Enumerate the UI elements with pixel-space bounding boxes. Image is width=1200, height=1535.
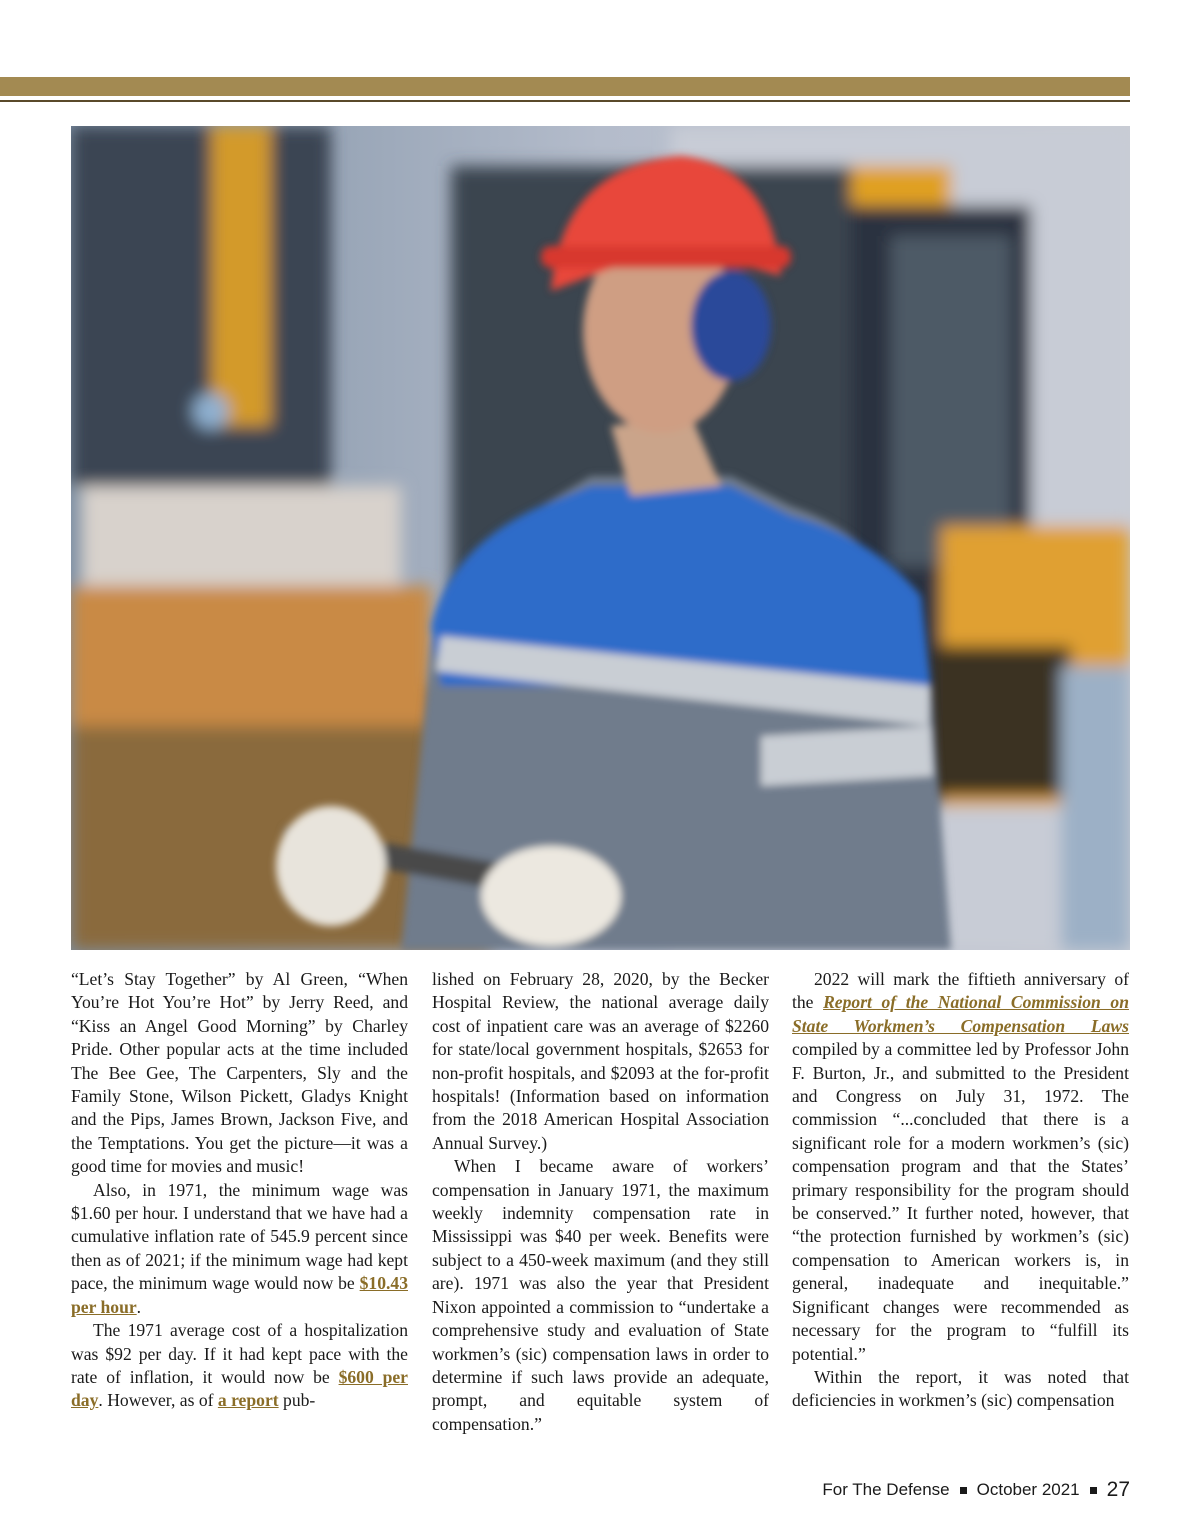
col1-p3-end: pub- (278, 1390, 316, 1411)
column-2 (432, 968, 769, 1436)
national-commission-report-link[interactable]: Report of the National Commission on State Workmen’s Compensation Laws (792, 992, 1129, 1036)
separator-square-icon (960, 1487, 967, 1494)
col1-paragraph-2 (71, 1179, 408, 1319)
column-1 (71, 968, 408, 1413)
issue-date: October 2021 (976, 1480, 1080, 1499)
column-3 (792, 968, 1129, 1413)
gold-header-rule (0, 77, 1130, 96)
publication-name: For The Defense (822, 1480, 950, 1499)
thin-header-rule (0, 100, 1130, 102)
minimum-wage-link[interactable]: $10.43 per hour (71, 1273, 408, 1317)
hospital-cost-link[interactable]: $600 per day (71, 1366, 408, 1411)
report-link[interactable]: a report (217, 1390, 279, 1411)
col3-paragraph-2: Within the report, it was noted that deficiencies in workmen’s (sic) compensation (792, 1366, 1129, 1411)
col1-p2-end: . (136, 1296, 142, 1317)
col3-paragraph-1 (792, 968, 1129, 1366)
col3-p1-rest: compiled by a committee led by Professor John F. Burton, Jr., and submitted to the President and Congress on July 31, 1972. The commission “...concluded that there is a significant role for a modern workmen’s (sic) compensation program and that the States’ primary responsibility for the program should be conserved.” It further noted, however, that “the protection furnished by workmen’s (sic) compensation to American workers is, in general, inadequate and inequitable.” Significant changes were recommended as necessary for the program to “fulfill its potential.” (792, 1039, 1129, 1364)
col3-p1-text: 2022 will mark the fiftieth anniversary of the (792, 969, 1129, 1013)
col1-p3-mid: . However, as of (98, 1390, 218, 1411)
col1-paragraph-1: “Let’s Stay Together” by Al Green, “When You’re Hot You’re Hot” by Jerry Reed, and “Kiss an Angel Good Morning” by Charley Pride. Other popular acts at the time included The Bee Gee, The Carpenters, Sly and the Family Stone, Wilson Pickett, Gladys Knight and the Pips, James Brown, Jackson Five, and the Temptations. You get the picture—it was a good time for movies and music! (71, 969, 408, 1177)
col2-paragraph-2: When I became aware of workers’ compensation in January 1971, the maximum weekly indemnity compensation rate in Mississippi was $40 per week. Benefits were subject to a 450-week maximum (and they still are). 1971 was also the year that President Nixon appointed a commission to “undertake a comprehensive study and evaluation of State workmen’s (sic) compensation laws in order to determine if such laws provide an adequate, prompt, and equitable system of compensation.” (432, 1156, 769, 1434)
col1-paragraph-3 (71, 1319, 408, 1413)
worker-photo (71, 126, 1130, 950)
separator-square-icon (1090, 1487, 1097, 1494)
page-footer (822, 1478, 1130, 1502)
page-number: 27 (1106, 1478, 1130, 1501)
col2-paragraph-1: lished on February 28, 2020, by the Becker Hospital Review, the national average daily cost of inpatient care was an average of $2260 for state/local government hospitals, $2653 for non-profit hospitals, and $2093 at the for-profit hospitals! (Information based on information from the 2018 American Hospital Association Annual Survey.) (432, 969, 769, 1153)
worker-illustration (71, 126, 1130, 950)
col1-p3-text: The 1971 average cost of a hospitalization was $92 per day. If it had kept pace with the rate of inflation, it would now be (71, 1320, 408, 1387)
col1-p2-text: Also, in 1971, the minimum wage was $1.60 per hour. I understand that we have had a cumulative inflation rate of 545.9 percent since then as of 2021; if the minimum wage had kept pace, the minimum wage would now be (71, 1179, 408, 1294)
